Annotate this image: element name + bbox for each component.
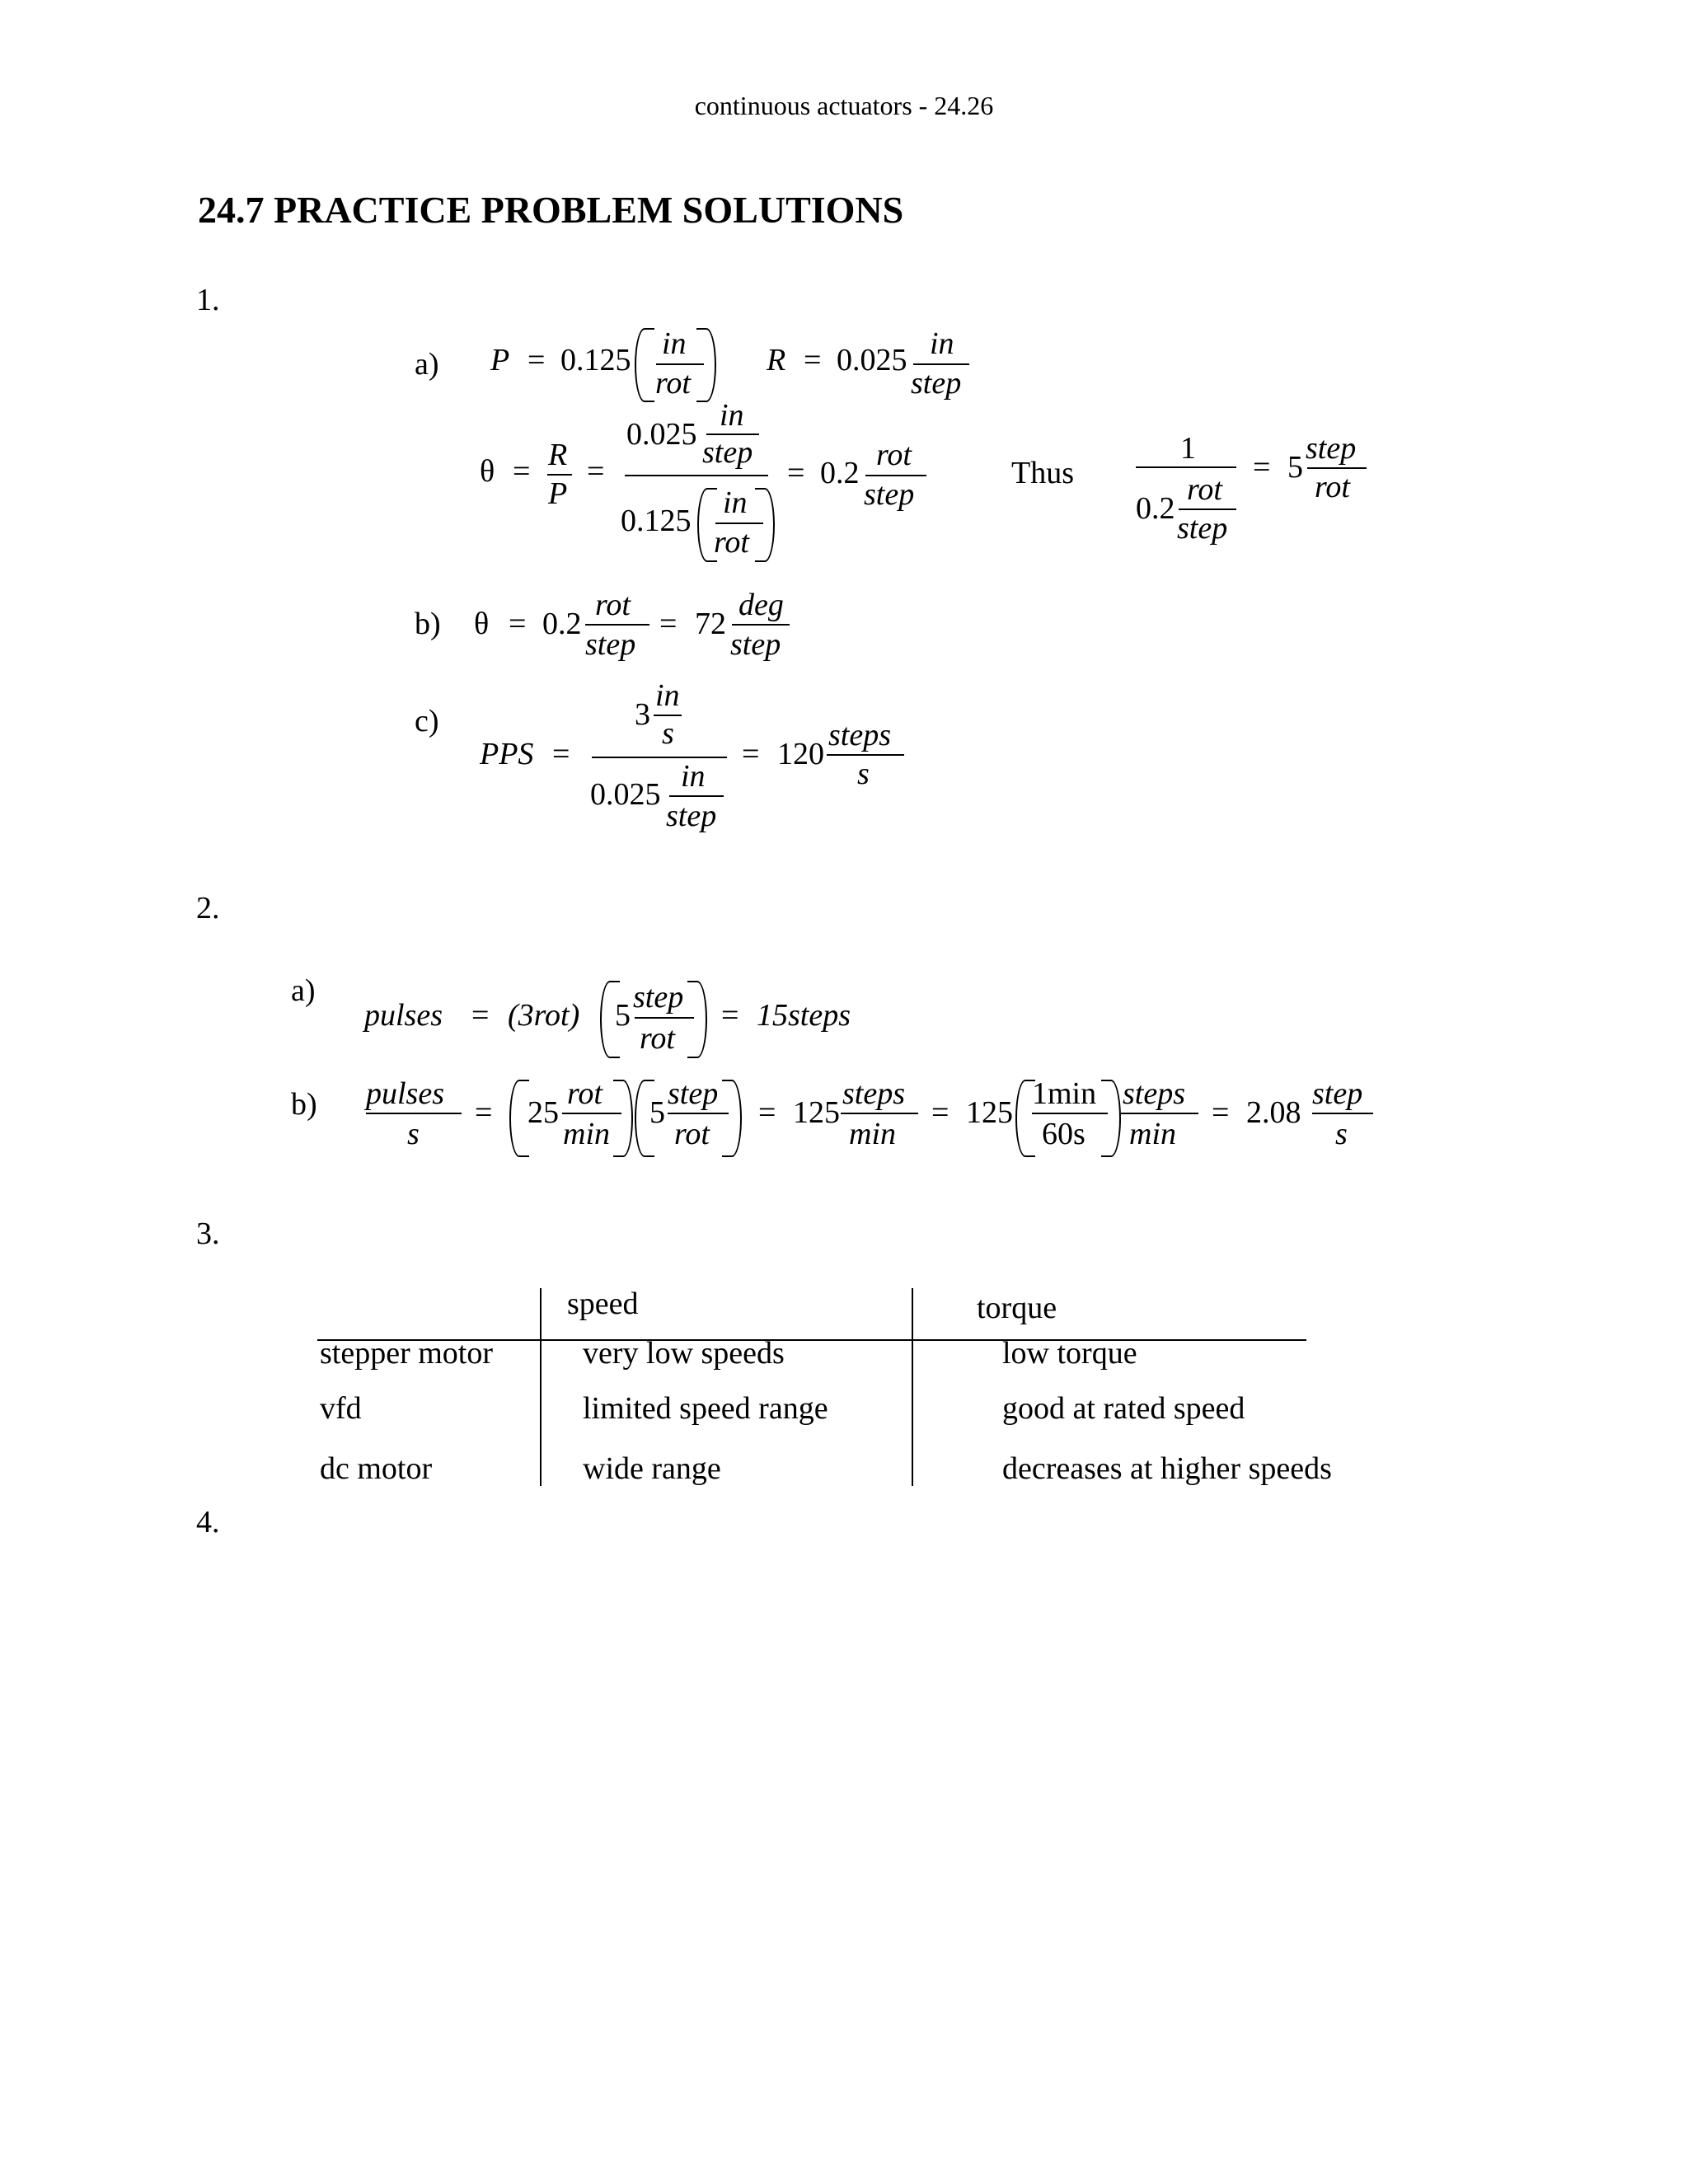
- left-paren: [509, 1080, 529, 1157]
- unit-step: step: [585, 627, 636, 662]
- table-divider: [912, 1288, 913, 1486]
- table-row-name: dc motor: [320, 1451, 433, 1486]
- unit-step: step: [864, 477, 915, 512]
- unit-in: in: [930, 326, 954, 361]
- fraction-bar: [366, 1113, 462, 1114]
- section-title: 24.7 PRACTICE PROBLEM SOLUTIONS: [198, 189, 904, 231]
- unit-step: step: [668, 1076, 719, 1111]
- part-label: b): [291, 1087, 317, 1122]
- fraction-bar: [1312, 1113, 1373, 1114]
- value: 72: [695, 607, 726, 641]
- theta-symbol: θ: [474, 607, 490, 641]
- unit-step: step: [633, 980, 684, 1015]
- equals: =: [742, 737, 760, 771]
- equals: =: [931, 1095, 950, 1130]
- denominator-value: 0.025: [590, 777, 661, 812]
- unit-rot: rot: [655, 366, 691, 401]
- problem-2-number: 2.: [196, 891, 220, 926]
- equals: =: [513, 454, 531, 489]
- denominator-value: 0.125: [621, 504, 692, 538]
- unit-in: in: [723, 485, 748, 520]
- unit-rot: rot: [640, 1021, 675, 1056]
- right-paren: [613, 1080, 633, 1157]
- table-row-torque: low torque: [1002, 1336, 1137, 1371]
- equals: =: [1253, 450, 1271, 485]
- equals: =: [804, 343, 822, 377]
- var-P: P: [490, 343, 510, 377]
- value-125: 125: [793, 1095, 840, 1130]
- equals: =: [552, 737, 570, 771]
- table-row-torque: decreases at higher speeds: [1002, 1451, 1332, 1486]
- table-divider: [540, 1288, 542, 1486]
- equals: =: [787, 456, 805, 490]
- fraction-bar: [1032, 1113, 1108, 1114]
- left-paren: [635, 328, 654, 402]
- result-value: 15steps: [757, 998, 851, 1033]
- five: 5: [649, 1095, 665, 1130]
- unit-in: in: [655, 678, 680, 713]
- unit-s: s: [1335, 1117, 1348, 1151]
- part-label: a): [415, 347, 439, 382]
- fraction-bar: [669, 795, 724, 797]
- value-208: 2.08: [1246, 1095, 1301, 1130]
- one: 1: [1180, 431, 1196, 466]
- unit-s: s: [407, 1117, 420, 1151]
- unit-s: s: [662, 716, 674, 751]
- problem-3-number: 3.: [196, 1216, 220, 1251]
- thus-word: Thus: [1011, 456, 1074, 490]
- equals: =: [471, 998, 490, 1033]
- var-R: R: [767, 343, 786, 377]
- thus-result: 5: [1287, 450, 1303, 485]
- right-paren: [696, 328, 716, 402]
- unit-steps: steps: [828, 718, 891, 752]
- right-paren: [687, 981, 707, 1058]
- unit-step: step: [730, 627, 781, 662]
- var-pulses: pulses: [366, 1076, 444, 1111]
- equals: =: [528, 343, 546, 377]
- unit-step: step: [911, 366, 962, 401]
- table-header-torque: torque: [977, 1291, 1057, 1325]
- unit-rot: rot: [876, 438, 912, 472]
- unit-step: step: [1312, 1076, 1363, 1111]
- var-PPS: PPS: [480, 737, 534, 771]
- frac-R: R: [548, 438, 568, 472]
- unit-step: step: [666, 799, 717, 833]
- problem-4-number: 4.: [196, 1505, 220, 1540]
- one-min: 1min: [1032, 1076, 1097, 1111]
- unit-deg: deg: [738, 588, 784, 622]
- unit-rot: rot: [595, 588, 631, 622]
- equals: =: [659, 607, 678, 641]
- unit-rot: rot: [674, 1117, 710, 1151]
- unit-step: step: [1177, 511, 1228, 546]
- result-value: 120: [777, 737, 824, 771]
- unit-step: step: [1306, 431, 1357, 466]
- main-fraction-bar: [592, 757, 727, 758]
- table-row-speed: wide range: [583, 1451, 721, 1486]
- table-header-speed: speed: [567, 1286, 639, 1321]
- unit-in: in: [681, 759, 706, 794]
- sixty-s: 60s: [1042, 1117, 1085, 1151]
- fraction-bar: [1121, 1113, 1198, 1114]
- unit-in: in: [720, 398, 744, 433]
- unit-rot: rot: [567, 1076, 603, 1111]
- table-row-speed: limited speed range: [583, 1391, 828, 1426]
- table-row-name: stepper motor: [320, 1336, 494, 1371]
- thus-denominator: 0.2: [1136, 491, 1175, 526]
- fraction-bar: [585, 624, 649, 626]
- unit-steps: steps: [1123, 1076, 1185, 1111]
- part-label: c): [415, 704, 439, 738]
- equals: =: [475, 1095, 493, 1130]
- table-row-torque: good at rated speed: [1002, 1391, 1245, 1426]
- numerator-value: 0.025: [626, 417, 697, 452]
- value: 0.2: [542, 607, 582, 641]
- unit-rot: rot: [1315, 470, 1350, 504]
- three: 3: [635, 697, 650, 732]
- unit-s: s: [857, 757, 870, 791]
- theta-symbol: θ: [480, 454, 495, 489]
- three-rot: (3rot): [508, 998, 580, 1033]
- equals: =: [509, 607, 527, 641]
- table-row-name: vfd: [320, 1391, 362, 1426]
- equals: =: [587, 454, 605, 489]
- fraction-bar: [732, 624, 790, 626]
- five: 5: [615, 998, 631, 1033]
- equals: =: [721, 998, 739, 1033]
- unit-min: min: [849, 1117, 896, 1151]
- unit-step: step: [702, 435, 753, 470]
- P-value: 0.125: [560, 343, 631, 377]
- unit-steps: steps: [842, 1076, 905, 1111]
- fraction-bar: [635, 1017, 694, 1019]
- fraction-bar: [841, 1113, 918, 1114]
- problem-1-number: 1.: [196, 283, 220, 317]
- unit-min: min: [1129, 1117, 1176, 1151]
- part-label: a): [291, 973, 316, 1008]
- fraction-bar: [668, 1113, 729, 1114]
- unit-in: in: [662, 326, 687, 361]
- unit-rot: rot: [1187, 472, 1222, 507]
- main-fraction-bar: [1136, 466, 1236, 468]
- part-label: b): [415, 607, 441, 641]
- var-pulses: pulses: [364, 998, 443, 1033]
- page-header: continuous actuators - 24.26: [694, 91, 994, 120]
- result-value: 0.2: [820, 456, 860, 490]
- right-paren: [722, 1080, 742, 1157]
- equals: =: [758, 1095, 776, 1130]
- value-25: 25: [528, 1095, 559, 1130]
- equals: =: [1212, 1095, 1230, 1130]
- main-fraction-bar: [625, 475, 768, 476]
- right-paren: [1101, 1080, 1121, 1157]
- table-row-speed: very low speeds: [583, 1336, 785, 1371]
- unit-rot: rot: [714, 525, 749, 560]
- frac-P: P: [548, 476, 568, 511]
- R-value: 0.025: [837, 343, 907, 377]
- unit-min: min: [563, 1117, 610, 1151]
- value-125: 125: [966, 1095, 1013, 1130]
- right-paren: [755, 488, 775, 562]
